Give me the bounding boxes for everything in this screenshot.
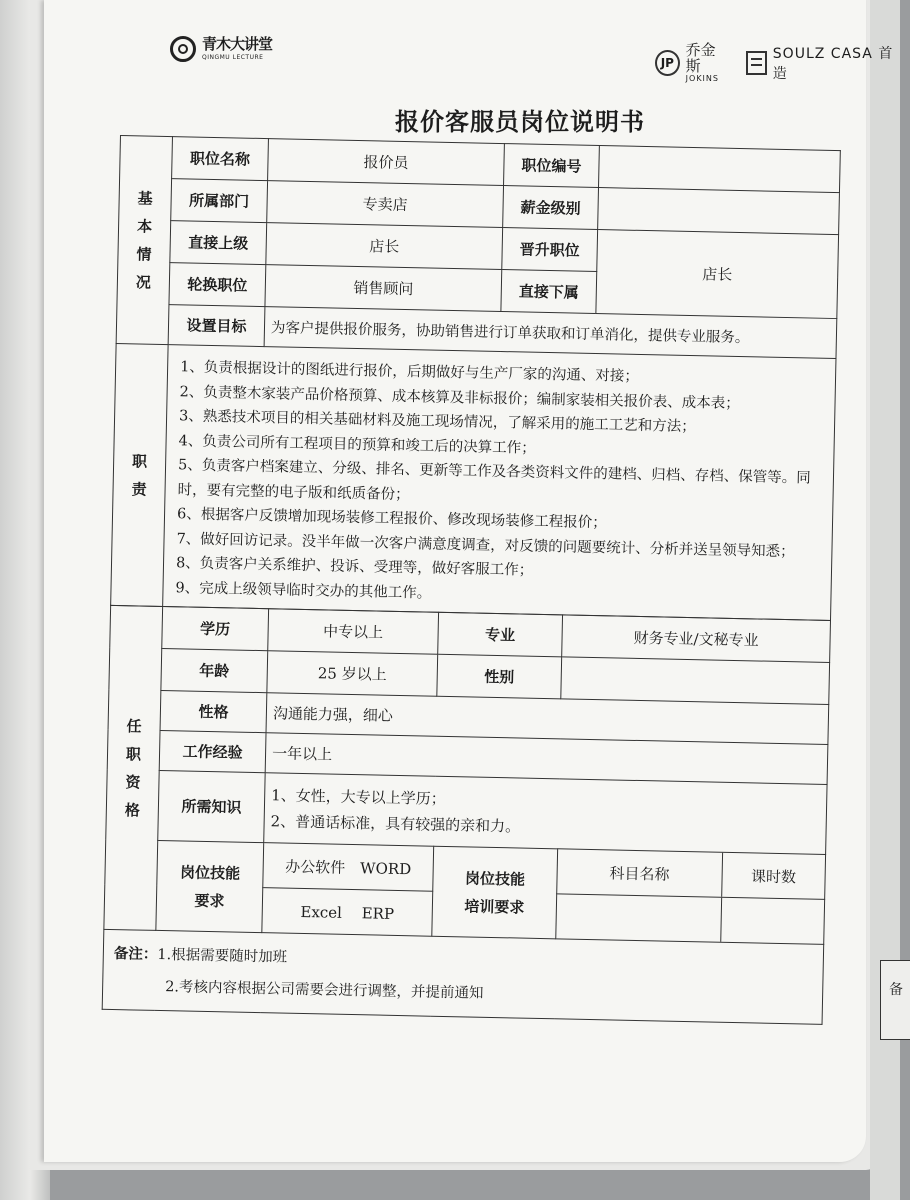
personality-label: 性格 [160,690,267,732]
knowledge-value [264,773,827,855]
qingmu-logo [170,36,272,62]
note-item: 1.根据需要随时加班 [157,946,288,966]
section-basic-label: 基 本 情 况 [116,136,172,345]
age-label: 年龄 [161,648,268,692]
position-name-value: 报价员 [268,139,505,186]
job-description-table [102,135,840,1025]
duty-item: 3、熟悉技术项目的相关基础材料及施工现场情况，了解采用的施工工艺和方法； [178,408,696,436]
notes-label: 备注： [113,945,158,963]
knowledge-item: 2、普通话标准，具有较强的亲和力。 [270,811,521,836]
document-title: 报价客服员岗位说明书 [395,108,645,136]
soulz-casa-logo-icon [746,51,767,75]
promotion-value: 店长 [596,230,839,319]
knowledge-label: 所需知识 [158,770,265,842]
direct-superior-value: 店长 [266,223,503,270]
training-label: 岗位技能 培训要求 [432,846,558,939]
qingmu-logo-icon [170,36,196,62]
section-duties-label: 职 责 [111,343,168,606]
training-empty-row [556,894,825,945]
training-hours-header: 课时数 [750,866,797,886]
goal-value: 为客户提供报价服务，协助销售进行订单获取和订单消化，提供专业服务。 [264,307,837,359]
qingmu-logo-name: 青木大讲堂 [202,35,273,53]
position-name-label: 职位名称 [172,137,269,181]
skills-label: 岗位技能 要求 [156,840,264,932]
gender-label: 性别 [437,654,562,699]
jokins-cn: 乔金斯 [685,41,716,75]
duty-item: 8、负责客户关系维护、投诉、受理等，做好客服工作； [175,555,534,579]
jokins-en: JOKINS [685,74,719,83]
department-label: 所属部门 [171,179,268,223]
goal-label: 设置目标 [168,305,265,347]
note-item: 2.考核内容根据公司需要会进行调整，并提前通知 [165,978,484,1002]
experience-label: 工作经验 [159,730,266,772]
gender-value [561,657,830,705]
education-label: 学历 [162,606,269,650]
knowledge-item: 1、女性，大专以上学历； [271,785,446,808]
training-columns [557,849,826,900]
duty-item: 2、负责整木家装产品价格预算、成本核算及非标报价；编制家装相关报价表、成本表； [179,383,740,412]
position-code-value [599,146,841,193]
rotation-value: 销售顾问 [265,265,502,312]
soulz-casa-text: SOULZ CASA 首造 [772,45,894,82]
section-qualifications-label: 任 职 资 格 [104,605,163,930]
experience-value: 一年以上 [265,733,828,785]
duties-list [163,345,836,621]
education-value: 中专以上 [268,609,439,655]
training-subject-header: 科目名称 [557,849,723,896]
duty-item: 4、负责公司所有工程项目的预算和竣工后的决算工作； [178,432,536,457]
duty-item: 1、负责根据设计的图纸进行报价，后期做好与生产厂家的沟通、对接； [179,359,639,385]
rotation-label: 轮换职位 [169,263,266,307]
salary-level-value [598,188,840,235]
adjacent-page [870,0,903,1200]
duty-item: 9、完成上级领导临时交办的其他工作。 [175,579,432,602]
duty-item: 5、负责客户档案建立、分级、排名、更新等工作及各类资料文件的建档、归档、存档、保管等。同时，要有完整的电子版和纸质备份； [177,457,811,503]
direct-subordinate-label: 直接下属 [501,270,597,314]
major-value: 财务专业/文秘专业 [562,615,831,663]
personality-value: 沟通能力强，细心 [266,693,829,745]
department-value: 专卖店 [267,181,504,228]
position-code-label: 职位编号 [504,144,600,188]
major-label: 专业 [438,612,563,657]
promotion-label: 晋升职位 [502,228,598,272]
direct-superior-label: 直接上级 [170,221,267,265]
qingmu-logo-sub: QINGMU LECTURE [202,54,264,61]
skills-item: Excel ERP [262,888,433,937]
duty-item: 6、根据客户反馈增加现场装修工程报价、修改现场装修工程报价； [176,506,607,532]
age-value: 25 岁以上 [267,651,438,697]
notes-section [102,929,824,1024]
adjacent-page-fragment: 备 [880,960,910,1040]
brand-logos [655,42,900,83]
duty-item: 7、做好回访记录。没半年做一次客户满意度调查，对反馈的问题要统计、分析并送呈领导知悉； [176,530,795,560]
skills-item: 办公软件 WORD [263,843,434,892]
jokins-logo-icon: JP [655,50,680,76]
salary-level-label: 薪金级别 [503,186,599,230]
